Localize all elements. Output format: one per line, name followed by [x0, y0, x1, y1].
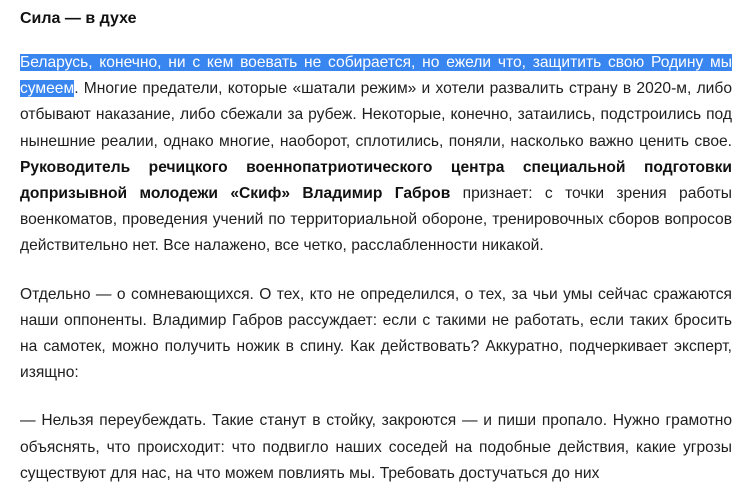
paragraph-1	[20, 50, 732, 260]
paragraph-2: Отдельно — о сомневающихся. О тех, кто не определился, о тех, за чьи умы сейчас сражаются наши оппоненты. Владимир Габров рассуждает: если с такими не работать, если таких бросить на самотек, можно получить ножик в спину. Как действовать? Аккуратно, подчеркивает эксперт, изящно:	[20, 285, 732, 382]
section-heading: Сила — в духе	[20, 10, 137, 27]
person-title-bold: Руководитель речицкого военнопатриотического центра специальной подготовки допризывной молодежи «Скиф» Владимир Габров	[20, 158, 732, 203]
article	[20, 0, 732, 486]
paragraph-3: — Нельзя переубеждать. Такие станут в стойку, закроются — и пиши пропало. Нужно грамотно объяснять, что происходит: что подвигло наших соседей на подобные действия, какие угрозы существуют для нас, на что можем повлиять мы. Требовать достучаться до них	[20, 412, 732, 482]
selected-text[interactable]: Беларусь, конечно, ни с кем воевать не собирается, но ежели что, защитить свою Родину мы сумеем	[20, 54, 732, 98]
paragraph-1-text: . Многие предатели, которые «шатали режим» и хотели развалить страну в 2020-м, либо отбывают наказание, либо сбежали за рубеж. Некоторые, конечно, затаились, подстроились под нынешние реалии, однако многие, наоборот, сплотились, поняли, насколько важно ценить свое.	[20, 80, 732, 150]
paragraph-1-end: признает: с точки зрения работы военкоматов, проведения учений по территориальной обороне, тренировочных сборов вопросов действительно нет. Все налажено, все четко, расслабленности никакой.	[20, 185, 732, 255]
